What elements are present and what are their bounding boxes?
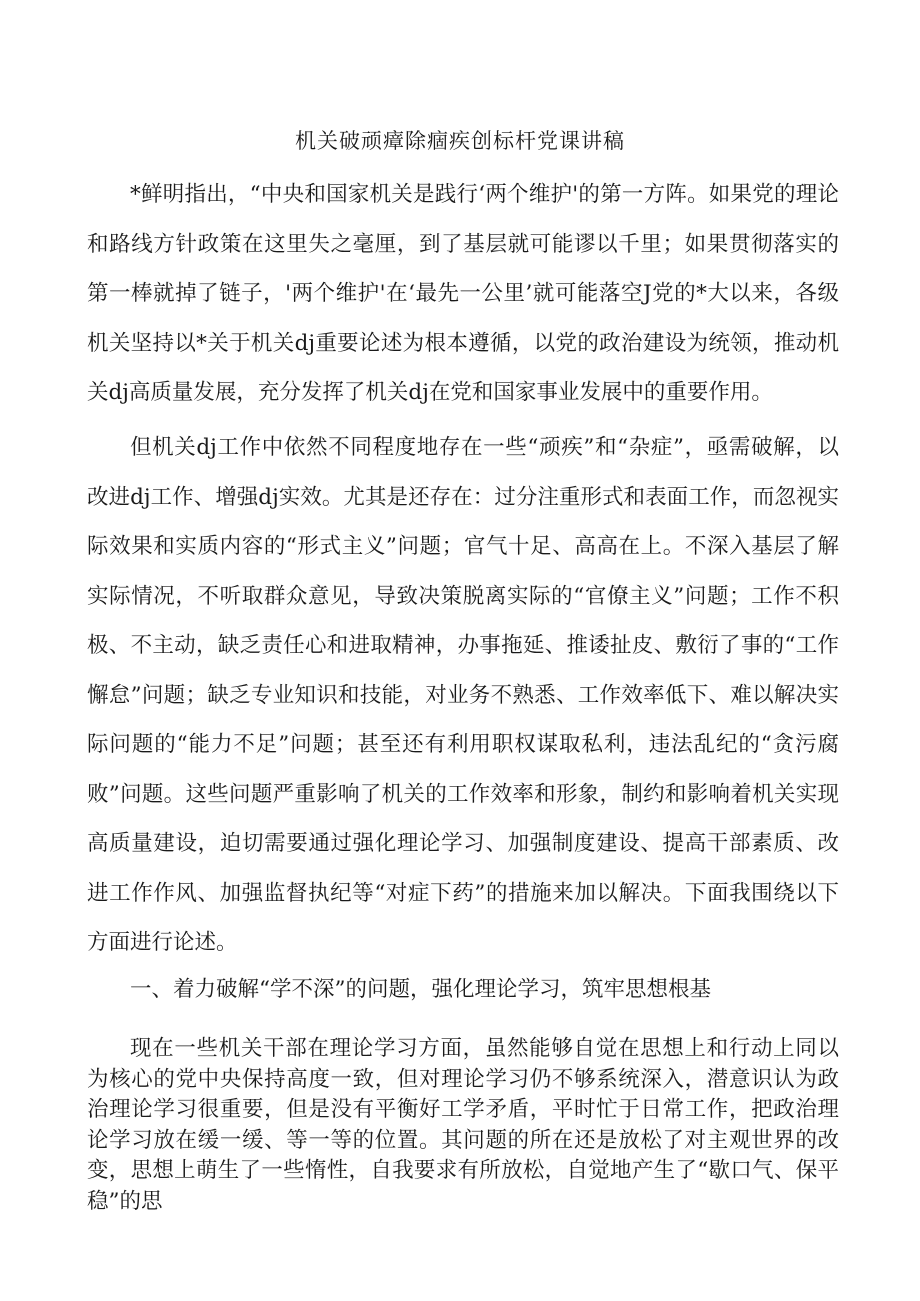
paragraph-section-1: 现在一些机关干部在理论学习方面，虽然能够自觉在思想上和行动上同以为核心的党中央保持高度一致，但对理论学习仍不够系统深入，潜意识认为政治理论学习很重要，但是没有平衡好工学矛盾，平时忙于日常工作，把政治理论学习放在缓一缓、等一等的位置。其问题的所在还是放松了对主观世界的改变，思想上萌生了一些惰性，自我要求有所放松，自觉地产生了“歇口气、保平稳”的思: [87, 1036, 839, 1214]
paragraph-intro: *鲜明指出，“中央和国家机关是践行‘两个维护'的第一方阵。如果党的理论和路线方针政策在这里失之毫厘，到了基层就可能谬以千里；如果贯彻落实的第一棒就掉了链子，'两个维护'在‘最先一公里’就可能落空J党的*大以来，各级机关坚持以*关于机关dj重要论述为根本遵循，以党的政治建设为统领，推动机关dj高质量发展，充分发挥了机关dj在党和国家事业发展中的重要作用。: [87, 182, 839, 405]
section-heading-1: 一、着力破解“学不深”的问题，强化理论学习，筑牢思想根基: [130, 977, 711, 1002]
document-title: 机关破顽瘴除痼疾创标杆党课讲稿: [295, 129, 625, 153]
paragraph-problems: 但机关dj工作中依然不同程度地存在一些“顽疾”和“杂症”，亟需破解，以改进dj工作、增强dj实效。尤其是还存在：过分注重形式和表面工作，而忽视实际效果和实质内容的“形式主义”问题；官气十足、高高在上。不深入基层了解实际情况，不听取群众意见，导致决策脱离实际的“官僚主义”问题；工作不积极、不主动，缺乏责任心和进取精神，办事拖延、推诿扯皮、敷衍了事的“工作懈怠”问题；缺乏专业知识和技能，对业务不熟悉、工作效率低下、难以解决实际问题的“能力不足”问题；甚至还有利用职权谋取私利，违法乱纪的“贪污腐败”问题。这些问题严重影响了机关的工作效率和形象，制约和影响着机关实现高质量建设，迫切需要通过强化理论学习、加强制度建设、提高干部素质、改进工作作风、加强监督执纪等“对症下药”的措施来加以解决。下面我围绕以下方面进行论述。: [87, 435, 839, 955]
